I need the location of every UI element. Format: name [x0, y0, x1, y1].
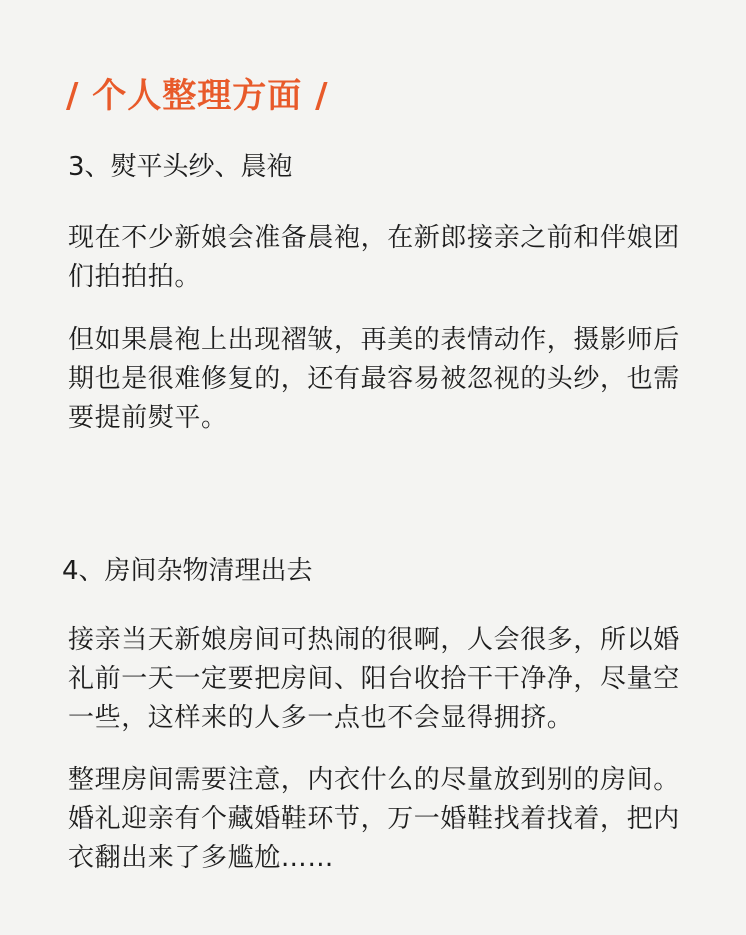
section-heading: / 个人整理方面 /: [66, 76, 329, 116]
item-3-title: 3、熨平头纱、晨袍: [68, 152, 293, 182]
item-4-paragraph-2: 整理房间需要注意，内衣什么的尽量放到别的房间。婚礼迎亲有个藏婚鞋环节，万一婚鞋找着找着，把内衣翻出来了多尴尬……: [68, 765, 680, 873]
item-3-paragraph-2: 但如果晨袍上出现褶皱，再美的表情动作，摄影师后期也是很难修复的，还有最容易被忽视的头纱，也需要提前熨平。: [68, 325, 680, 433]
item-4-paragraph-1: 接亲当天新娘房间可热闹的很啊，人会很多，所以婚礼前一天一定要把房间、阳台收拾干干净净，尽量空一些，这样来的人多一点也不会显得拥挤。: [68, 625, 680, 733]
item-4-title: 4、房间杂物清理出去: [62, 556, 313, 586]
item-3-paragraph-1: 现在不少新娘会准备晨袍，在新郎接亲之前和伴娘团们拍拍拍。: [68, 223, 680, 292]
